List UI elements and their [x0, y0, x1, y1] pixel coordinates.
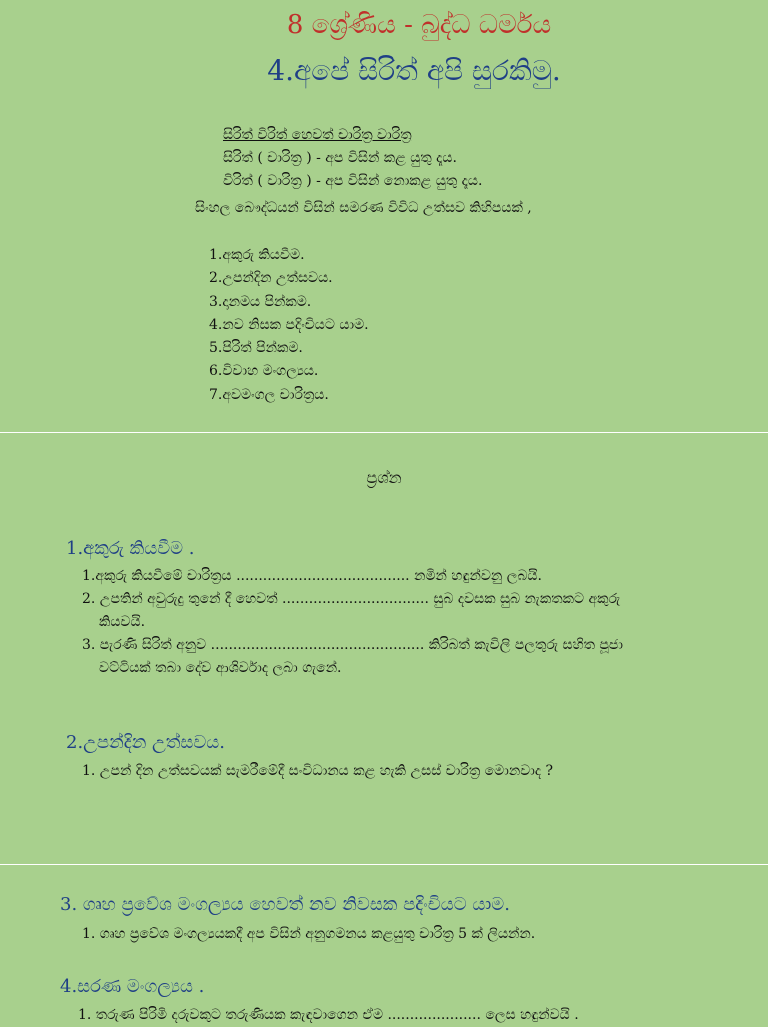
list-item: 1.අකුරු කියවීම. [209, 247, 305, 263]
section-2-title: 2.උපන්දින උත්සවය. [66, 732, 225, 753]
section-2-questions [82, 760, 742, 783]
list-item: 2.උපන්දින උත්සවය. [209, 270, 333, 287]
festivals-intro: සිංහල බෞද්ධයන් විසින් සමරණ විවිධ උත්සව කිහිපයක් , [195, 200, 532, 216]
question-item [82, 588, 742, 634]
list-item: 3.දානමය පින්කම. [209, 293, 312, 310]
definitions-heading: සිරිත් විරිත් හෙවත් චාරිත්‍ර වාරිත්‍ර [223, 127, 412, 143]
definition-line-1: සිරිත් ( චාරිත්‍ර ) - අප විසින් කළ යුතු දෑය. [223, 150, 457, 166]
section-3-title: 3. ගෘහ ප්‍රවේශ මංගල්‍යය හෙවත් නව නිවසක පදිංචියට යාම. [60, 894, 510, 915]
list-item: 6.විවාහ මංගල්‍යය. [209, 363, 319, 380]
definitions-block [223, 124, 482, 193]
section-1-title: 1.අකුරු කියවීම . [66, 538, 195, 559]
question-line: වට්ටියක් තබා දේව ආශිර්වාද ලබා ගැනේ. [99, 660, 342, 676]
slide-3 [0, 866, 768, 1024]
question-item: 1.අකුරු කියවීමේ චාරිත්‍රය ....................................... නමින් හඳුන්වනු ලබයි. [82, 568, 542, 584]
festival-list [209, 244, 369, 407]
list-item: 4.නව නිසක පදිංචියට යාම. [209, 316, 369, 333]
question-item: 1. ගෘහ ප්‍රවේශ මංගල්‍යයකදී අප විසින් අනුගමනය කළයුතු චාරිත්‍ර 5 ක් ලියන්න. [82, 926, 536, 942]
question-line: 3. පැරණි සිරිත් අනුව ................................................ කිරිබත් කැවිලි පලතුරු සහිත පූජා [82, 637, 623, 653]
list-item: 7.අවමංගල චාරිත්‍රය. [209, 386, 329, 403]
lesson-title: 4.අපේ සිරිත් අපි සුරකිමු. [267, 54, 561, 87]
questions-heading: ප්‍රශ්න [366, 468, 402, 487]
slide-divider [0, 864, 768, 865]
list-item: 5.පිරිත් පින්කම. [209, 340, 303, 357]
slide-2 [0, 434, 768, 864]
question-item: 1. උපන් දින උත්සවයක් සැමරීමේදී සංවිධානය කළ හැකි උසස් චාරිත්‍ර මොනවාද ? [82, 763, 554, 779]
section-1-questions [82, 565, 742, 680]
slide-divider [0, 432, 768, 433]
definition-line-2: විරිත් ( වාරිත්‍ර ) - අප විසින් නොකළ යුතු දෑය. [223, 173, 483, 189]
question-line: කියවයි. [99, 614, 146, 630]
question-item [82, 634, 742, 680]
slide-1 [0, 0, 768, 432]
grade-title: 8 ශ්‍රේණිය - බුද්ධ ධර්මය [286, 10, 552, 40]
section-4-title: 4.සරණ මංගල්‍යය . [60, 976, 205, 997]
question-line: 2. උපතින් අවුරුදු තුනේ දී හෙවත් ................................. සුබ දවසක සුබ නැකතකට අකුරු [82, 591, 621, 607]
question-item: 1. තරුණ පිරිමි දරුවකුට තරුණියක කැඳවාගෙන ඒම ..................... ලෙස හඳුන්වයි . [78, 1007, 579, 1023]
section-3-questions [82, 923, 742, 946]
